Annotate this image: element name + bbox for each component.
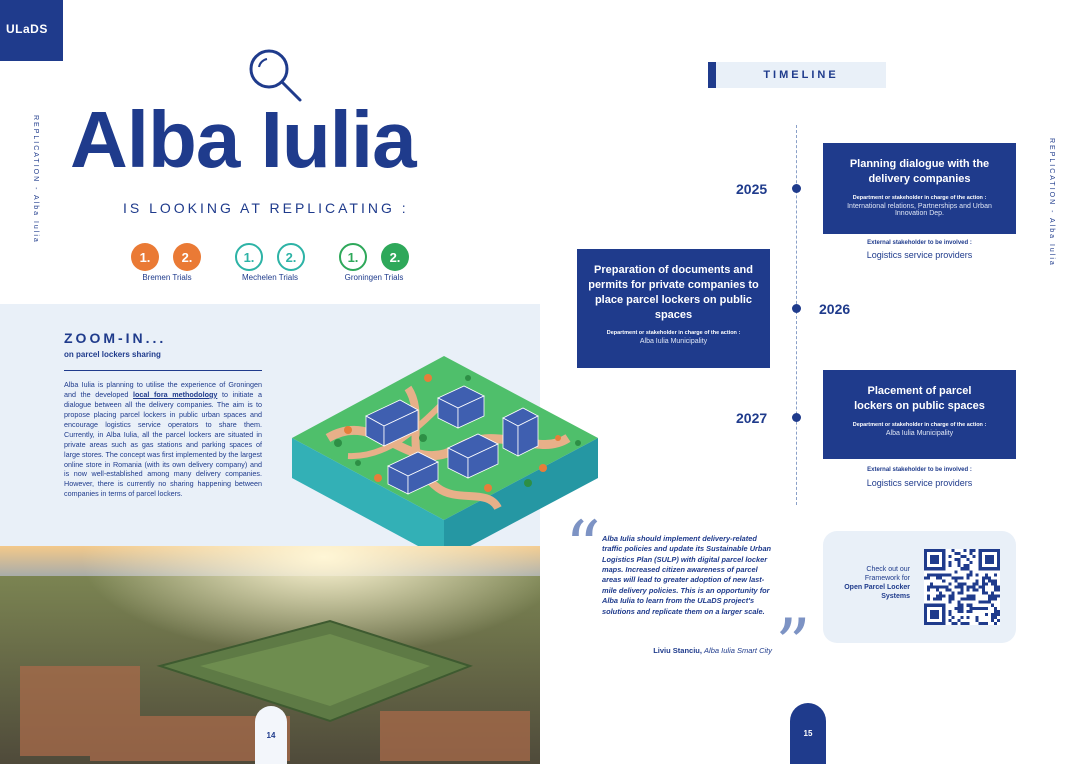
groningen-trials-label: Groningen Trials (344, 273, 404, 282)
page-number-15: 15 (790, 703, 826, 764)
side-label-right: REPLICATION - Alba Iulia (1048, 138, 1055, 267)
milestone-dept-label-2027: Department or stakeholder in charge of the action : (852, 421, 987, 428)
zoom-subtitle: on parcel lockers sharing (64, 350, 161, 359)
zoom-body-part-2: to initiate a dialogue between all the delivery companies. The aim is to propose placing parcel lockers in public urban spaces and encourage logistics service operators to share them. Currently, in Alba Iulia, all the parcel lockers are situated in private areas such as gas stations and parking spaces of large stores. The concept was first implemented by the largest online store in Romania (with its own delivery company) and is now well-established among many delivery companies. However, there is currently no sharing happening between companies in terms of parcel lockers. (64, 389, 262, 499)
external-stakeholder-label-2027: External stakeholder to be involved : (867, 467, 972, 473)
groningen-trial-2: 2. (381, 243, 409, 271)
zoom-body-part-1: Alba Iulia is planning to utilise the experience of Groningen and the developed (64, 380, 262, 399)
local-fora-link[interactable]: local fora methodology (133, 389, 218, 399)
bremen-trials (131, 243, 201, 271)
qr-code-icon[interactable] (924, 549, 1000, 625)
milestone-title-2026: Preparation of documents and permits for private companies to place parcel lockers on public spaces (588, 264, 759, 321)
milestone-dept-value-2027: Alba Iulia Municipality (885, 429, 954, 437)
zoom-title: ZOOM-IN... (64, 330, 167, 346)
timeline-dot-2026 (792, 304, 801, 313)
milestone-title-2025: Planning dialogue with the delivery companies (849, 158, 990, 185)
year-2026: 2026 (819, 301, 851, 317)
zoom-body-text (64, 380, 262, 499)
milestone-dept-value-2026: Alba Iulia Municipality (639, 338, 708, 346)
milestone-title-2027: Placement of parcel lockers on public spaces (854, 385, 985, 412)
milestone-card-2027 (823, 370, 1016, 459)
milestone-dept-label-2026: Department or stakeholder in charge of the action : (606, 330, 741, 337)
bremen-trials-label: Bremen Trials (142, 273, 192, 282)
bremen-trial-2: 2. (173, 243, 201, 271)
side-label-left: REPLICATION - Alba Iulia (32, 115, 39, 244)
groningen-trials (339, 243, 409, 271)
year-2025: 2025 (736, 181, 768, 197)
qr-caption-line2: Open Parcel Locker Systems (844, 584, 910, 601)
timeline-dot-2025 (792, 184, 801, 193)
logo-box (0, 0, 63, 61)
page-number-14: 14 (255, 706, 287, 764)
external-stakeholder-label-2025: External stakeholder to be involved : (867, 240, 972, 246)
page-title: Alba Iulia (70, 95, 416, 184)
year-2027: 2027 (736, 410, 768, 426)
qr-caption-line1: Check out our Framework for (864, 566, 910, 583)
milestone-dept-value-2025: International relations, Partnerships and Urban Innovation Dep. (847, 202, 992, 217)
groningen-trial-1: 1. (339, 243, 367, 271)
timeline-heading: TIMELINE (716, 62, 886, 88)
milestone-card-2025 (823, 143, 1016, 234)
quote-text: Alba Iulia should implement delivery-related traffic policies and update its Sustainable Urban Logistics Plan (SULP) with digital parcel locker maps. Increased citizen awareness of parcel areas will lead to greater adoption of new last-mile delivery policies. This is an opportunity for Alba Iulia to learn from the ULaDS project's solutions and replicate them on a larger scale. (602, 534, 772, 616)
milestone-dept-label-2025: Department or stakeholder in charge of the action : (852, 194, 987, 201)
quote-author-name: Liviu Stanciu, (653, 646, 702, 655)
isometric-city-illustration (288, 338, 600, 563)
milestone-card-2026 (577, 249, 770, 368)
mechelen-trials-label: Mechelen Trials (241, 273, 299, 282)
mechelen-trials (235, 243, 305, 271)
mechelen-trial-2: 2. (277, 243, 305, 271)
external-stakeholder-value-2025: Logistics service providers (866, 250, 973, 260)
divider (64, 370, 262, 371)
page-subtitle: IS LOOKING AT REPLICATING : (123, 200, 409, 216)
logo: ULaDS (6, 22, 48, 36)
qr-caption (838, 565, 910, 601)
quote-author-role: Alba Iulia Smart City (704, 646, 772, 655)
timeline-line (796, 125, 797, 505)
close-quote-icon: ” (775, 604, 811, 686)
bremen-trial-1: 1. (131, 243, 159, 271)
quote-author (602, 646, 772, 655)
mechelen-trial-1: 1. (235, 243, 263, 271)
external-stakeholder-value-2027: Logistics service providers (866, 478, 973, 488)
open-quote-icon: “ (565, 506, 601, 588)
timeline-accent-bar (708, 62, 716, 88)
timeline-dot-2027 (792, 413, 801, 422)
